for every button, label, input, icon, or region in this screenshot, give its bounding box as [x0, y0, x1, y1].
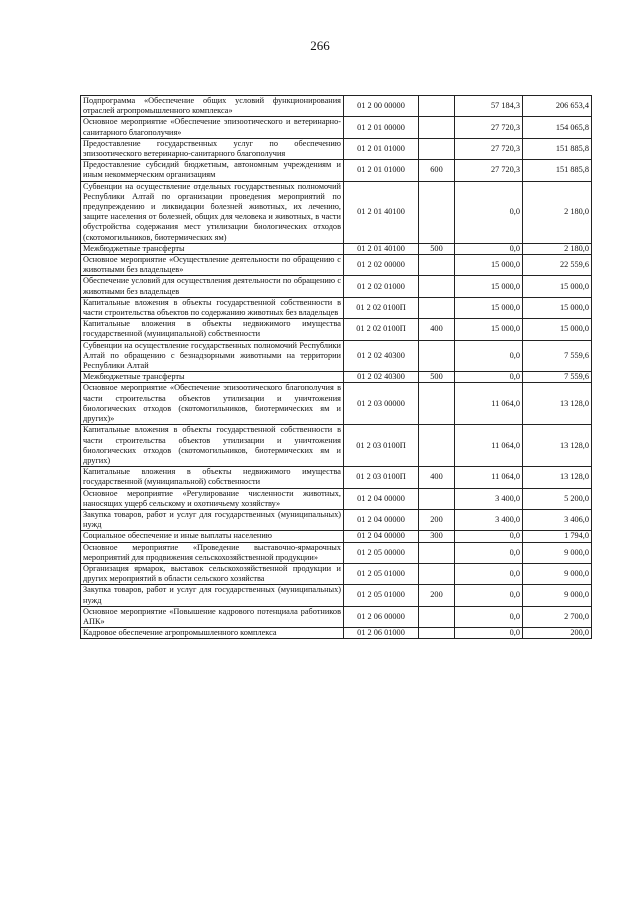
target-article-code: 01 2 06 00000: [344, 606, 419, 627]
expense-type-code: [419, 628, 455, 639]
amount-column-1: 15 000,0: [455, 319, 523, 340]
amount-column-2: 2 180,0: [523, 243, 592, 254]
budget-table-body: [81, 96, 592, 639]
amount-column-1: 0,0: [455, 181, 523, 243]
amount-column-1: 15 000,0: [455, 297, 523, 318]
amount-column-2: 7 559,6: [523, 340, 592, 372]
amount-column-2: 9 000,0: [523, 563, 592, 584]
amount-column-1: 0,0: [455, 563, 523, 584]
target-article-code: 01 2 00 00000: [344, 96, 419, 117]
table-row: [81, 509, 592, 530]
amount-column-2: 7 559,6: [523, 372, 592, 383]
amount-column-1: 11 064,0: [455, 425, 523, 467]
budget-item-name: Субвенции на осуществление государственных полномочий Республики Алтай по обращению с безнадзорными животными на территории Республики Алтай: [81, 340, 344, 372]
expense-type-code: 200: [419, 509, 455, 530]
table-row: [81, 467, 592, 488]
target-article-code: 01 2 01 00000: [344, 117, 419, 138]
amount-column-1: 3 400,0: [455, 488, 523, 509]
amount-column-1: 0,0: [455, 372, 523, 383]
amount-column-2: 3 406,0: [523, 509, 592, 530]
expense-type-code: [419, 276, 455, 297]
table-row: [81, 297, 592, 318]
budget-item-name: Основное мероприятие «Проведение выставочно-ярмарочных мероприятий для продвижения сельскохозяйственной продукции»: [81, 542, 344, 563]
amount-column-1: 3 400,0: [455, 509, 523, 530]
target-article-code: 01 2 02 40300: [344, 372, 419, 383]
target-article-code: 01 2 05 01000: [344, 563, 419, 584]
table-row: [81, 340, 592, 372]
budget-item-name: Основное мероприятие «Осуществление деятельности по обращению с животными без владельцев»: [81, 255, 344, 276]
table-row: [81, 117, 592, 138]
amount-column-1: 15 000,0: [455, 255, 523, 276]
expense-type-code: [419, 255, 455, 276]
table-row: [81, 628, 592, 639]
budget-item-name: Кадровое обеспечение агропромышленного комплекса: [81, 628, 344, 639]
table-row: [81, 606, 592, 627]
target-article-code: 01 2 06 01000: [344, 628, 419, 639]
target-article-code: 01 2 03 0100П: [344, 467, 419, 488]
table-row: [81, 425, 592, 467]
amount-column-1: 15 000,0: [455, 276, 523, 297]
expense-type-code: 300: [419, 531, 455, 542]
amount-column-2: 151 885,8: [523, 138, 592, 159]
target-article-code: 01 2 01 40100: [344, 243, 419, 254]
table-row: [81, 531, 592, 542]
expense-type-code: [419, 297, 455, 318]
amount-column-2: 9 000,0: [523, 585, 592, 606]
expense-type-code: [419, 181, 455, 243]
expense-type-code: 200: [419, 585, 455, 606]
budget-item-name: Межбюджетные трансферты: [81, 243, 344, 254]
amount-column-2: 5 200,0: [523, 488, 592, 509]
expense-type-code: [419, 117, 455, 138]
target-article-code: 01 2 02 0100П: [344, 319, 419, 340]
target-article-code: 01 2 03 00000: [344, 383, 419, 425]
amount-column-1: 0,0: [455, 340, 523, 372]
amount-column-2: 22 559,6: [523, 255, 592, 276]
amount-column-1: 57 184,3: [455, 96, 523, 117]
amount-column-2: 9 000,0: [523, 542, 592, 563]
expense-type-code: [419, 606, 455, 627]
amount-column-1: 27 720,3: [455, 160, 523, 181]
amount-column-2: 1 794,0: [523, 531, 592, 542]
amount-column-2: 13 128,0: [523, 383, 592, 425]
table-row: [81, 585, 592, 606]
expense-type-code: [419, 340, 455, 372]
budget-item-name: Основное мероприятие «Повышение кадрового потенциала работников АПК»: [81, 606, 344, 627]
budget-item-name: Закупка товаров, работ и услуг для государственных (муниципальных) нужд: [81, 585, 344, 606]
budget-item-name: Межбюджетные трансферты: [81, 372, 344, 383]
amount-column-1: 0,0: [455, 542, 523, 563]
budget-item-name: Закупка товаров, работ и услуг для государственных (муниципальных) нужд: [81, 509, 344, 530]
amount-column-2: 15 000,0: [523, 297, 592, 318]
table-row: [81, 96, 592, 117]
table-row: [81, 181, 592, 243]
table-row: [81, 319, 592, 340]
target-article-code: 01 2 04 00000: [344, 488, 419, 509]
target-article-code: 01 2 05 00000: [344, 542, 419, 563]
table-row: [81, 138, 592, 159]
table-row: [81, 160, 592, 181]
table-row: [81, 542, 592, 563]
amount-column-2: 13 128,0: [523, 425, 592, 467]
budget-item-name: Основное мероприятие «Обеспечение эпизоотического и ветеринарно-санитарного благополучия»: [81, 117, 344, 138]
budget-item-name: Субвенции на осуществление отдельных государственных полномочий Республики Алтай по организации проведения мероприятий по предупреждению и ликвидации болезней животных, их лечению, защите населения от болезней, общих для человека и животных, в части обустройства содержания мест утилизации биологических отходов (скотомогильников, биотермических ям): [81, 181, 344, 243]
expense-type-code: 400: [419, 319, 455, 340]
page-number: 266: [310, 38, 330, 53]
amount-column-1: 27 720,3: [455, 117, 523, 138]
amount-column-1: 27 720,3: [455, 138, 523, 159]
amount-column-1: 0,0: [455, 606, 523, 627]
budget-item-name: Обеспечение условий для осуществления деятельности по обращению с животными без владельцев: [81, 276, 344, 297]
expense-type-code: 400: [419, 467, 455, 488]
target-article-code: 01 2 04 00000: [344, 509, 419, 530]
target-article-code: 01 2 02 01000: [344, 276, 419, 297]
target-article-code: 01 2 01 40100: [344, 181, 419, 243]
expense-type-code: [419, 425, 455, 467]
table-row: [81, 255, 592, 276]
amount-column-1: 11 064,0: [455, 383, 523, 425]
amount-column-2: 15 000,0: [523, 319, 592, 340]
table-row: [81, 563, 592, 584]
amount-column-2: 2 700,0: [523, 606, 592, 627]
budget-item-name: Капитальные вложения в объекты государственной собственности в части строительства объектов по содержанию животных без владельцев: [81, 297, 344, 318]
expense-type-code: 500: [419, 243, 455, 254]
amount-column-1: 0,0: [455, 531, 523, 542]
amount-column-2: 15 000,0: [523, 276, 592, 297]
target-article-code: 01 2 01 01000: [344, 160, 419, 181]
target-article-code: 01 2 02 0100П: [344, 297, 419, 318]
amount-column-2: 200,0: [523, 628, 592, 639]
target-article-code: 01 2 02 00000: [344, 255, 419, 276]
amount-column-2: 2 180,0: [523, 181, 592, 243]
target-article-code: 01 2 05 01000: [344, 585, 419, 606]
table-row: [81, 243, 592, 254]
expense-type-code: [419, 96, 455, 117]
expense-type-code: [419, 542, 455, 563]
amount-column-2: 13 128,0: [523, 467, 592, 488]
budget-item-name: Капитальные вложения в объекты недвижимого имущества государственной (муниципальной) собственности: [81, 467, 344, 488]
budget-item-name: Социальное обеспечение и иные выплаты населению: [81, 531, 344, 542]
target-article-code: 01 2 01 01000: [344, 138, 419, 159]
target-article-code: 01 2 02 40300: [344, 340, 419, 372]
table-row: [81, 488, 592, 509]
budget-item-name: Капитальные вложения в объекты государственной собственности в части строительства объектов утилизации и уничтожения биологических отходов (скотомогильников, биотермических ям и других): [81, 425, 344, 467]
budget-item-name: Основное мероприятие «Регулирование численности животных, наносящих ущерб сельскому и охотничьему хозяйству»: [81, 488, 344, 509]
expense-type-code: [419, 138, 455, 159]
amount-column-1: 0,0: [455, 243, 523, 254]
budget-table: [80, 95, 592, 639]
budget-item-name: Капитальные вложения в объекты недвижимого имущества государственной (муниципальной) собственности: [81, 319, 344, 340]
expense-type-code: [419, 383, 455, 425]
expense-type-code: 600: [419, 160, 455, 181]
expense-type-code: [419, 488, 455, 509]
amount-column-1: 11 064,0: [455, 467, 523, 488]
amount-column-2: 206 653,4: [523, 96, 592, 117]
amount-column-2: 154 065,8: [523, 117, 592, 138]
amount-column-2: 151 885,8: [523, 160, 592, 181]
budget-item-name: Организация ярмарок, выставок сельскохозяйственной продукции и других мероприятий в области сельского хозяйства: [81, 563, 344, 584]
budget-item-name: Подпрограмма «Обеспечение общих условий функционирования отраслей агропромышленного комплекса»: [81, 96, 344, 117]
table-row: [81, 276, 592, 297]
amount-column-1: 0,0: [455, 585, 523, 606]
table-row: [81, 372, 592, 383]
budget-item-name: Предоставление субсидий бюджетным, автономным учреждениям и иным некоммерческим организациям: [81, 160, 344, 181]
expense-type-code: [419, 563, 455, 584]
target-article-code: 01 2 04 00000: [344, 531, 419, 542]
budget-item-name: Предоставление государственных услуг по обеспечению эпизоотического ветеринарно-санитарного благополучия: [81, 138, 344, 159]
budget-item-name: Основное мероприятие «Обеспечение эпизоотического благополучия в части строительства объектов утилизации и уничтожения биологических отходов (скотомогильников, биотермических ям и других)»: [81, 383, 344, 425]
target-article-code: 01 2 03 0100П: [344, 425, 419, 467]
expense-type-code: 500: [419, 372, 455, 383]
table-row: [81, 383, 592, 425]
amount-column-1: 0,0: [455, 628, 523, 639]
